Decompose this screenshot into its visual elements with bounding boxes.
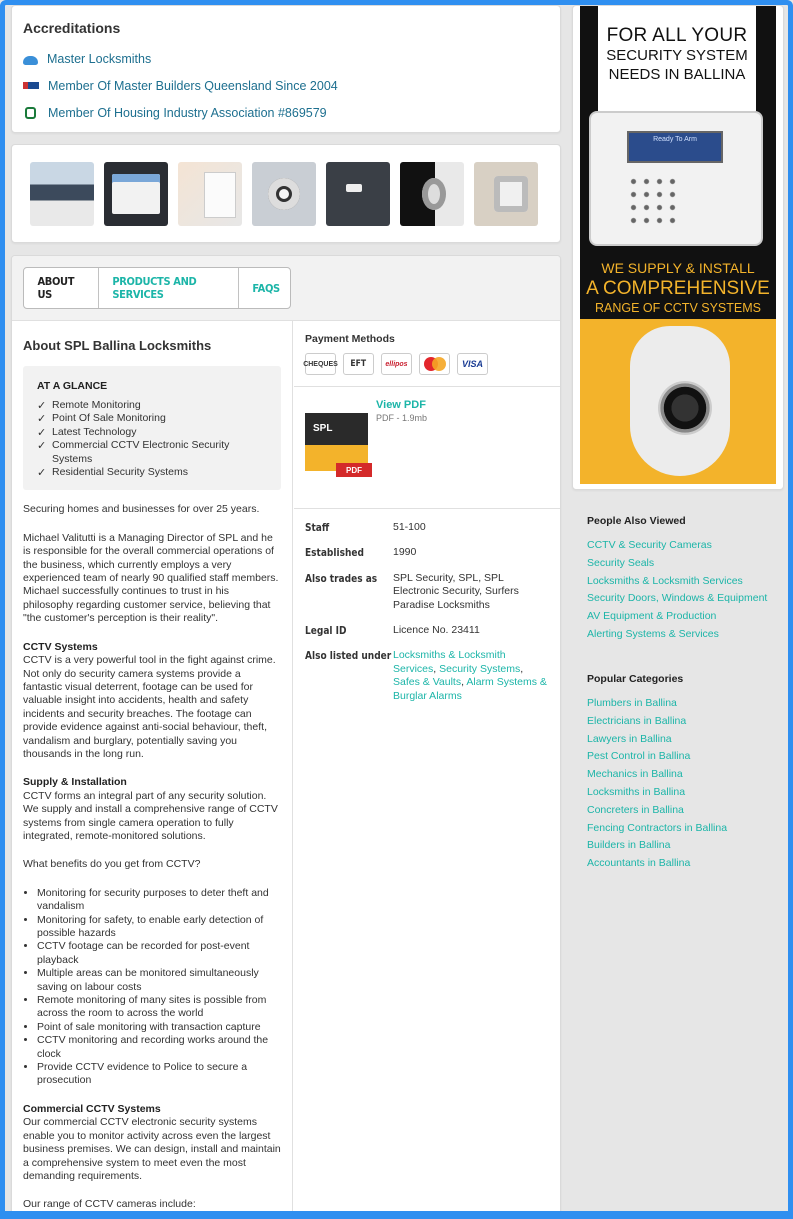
fact-row-trades-as bbox=[305, 572, 551, 612]
spl-logo: SPL bbox=[313, 423, 333, 434]
category-link[interactable]: Lawyers in Ballina bbox=[587, 732, 672, 745]
hia-logo-icon bbox=[25, 107, 36, 119]
keypad-icon bbox=[627, 175, 679, 227]
master-locksmiths-logo-icon bbox=[23, 56, 38, 65]
benefit-item: • CCTV footage can be recorded for post-event playback bbox=[37, 940, 281, 967]
fact-row-also-listed bbox=[305, 649, 551, 703]
ad-subheadline bbox=[580, 258, 776, 316]
commercial-heading: Commercial CCTV Systems bbox=[23, 1102, 161, 1115]
category-link[interactable]: Mechanics in Ballina bbox=[587, 768, 683, 781]
payment-method-label: VISA bbox=[461, 359, 483, 369]
supply-heading: Supply & Installation bbox=[23, 776, 127, 789]
benefit-item: • Monitoring for safety, to enable early detection of possible hazards bbox=[37, 914, 281, 941]
tab-label: PRODUCTS AND SERVICES bbox=[112, 275, 197, 301]
payment-methods-title: Payment Methods bbox=[305, 333, 395, 345]
related-link[interactable]: AV Equipment & Production bbox=[587, 610, 717, 623]
ad-headline-box bbox=[598, 6, 756, 111]
cctv-heading: CCTV Systems bbox=[23, 640, 98, 653]
gallery-thumbnail-wall-camera[interactable] bbox=[326, 162, 390, 226]
glance-item: ✓ Point Of Sale Monitoring bbox=[37, 412, 267, 425]
glance-item: ✓ Latest Technology bbox=[37, 426, 267, 439]
related-link[interactable]: Alerting Systems & Services bbox=[587, 627, 719, 640]
mastercard-icon bbox=[419, 353, 450, 375]
gallery-thumbnail-dome-camera[interactable] bbox=[252, 162, 316, 226]
benefit-item: • Point of sale monitoring with transaction capture bbox=[37, 1021, 281, 1034]
fact-label: Established bbox=[305, 546, 364, 560]
cctv-text: CCTV is a very powerful tool in the fight against crime. Not only do security camera systems provide a fantastic visual deterrent, footage can be used for valuable insight into accidents, health and safety incidents and security breaches. The footage can provide evidence against anti-social behaviour, theft, vandalism and burglary, potentially saving you thousands in the long run. bbox=[23, 654, 276, 760]
ad-line: WE SUPPLY & INSTALL bbox=[601, 260, 755, 276]
supply-section bbox=[23, 776, 281, 843]
photo-gallery bbox=[11, 144, 561, 243]
tab-products-and-services[interactable] bbox=[98, 268, 224, 308]
fact-value: 51-100 bbox=[393, 521, 426, 533]
ad-line: FOR ALL YOUR bbox=[606, 25, 748, 46]
director-paragraph: Michael Valitutti is a Managing Director of SPL and he is responsible for the overall commercial operations of the business, which currently employs a very experienced team of nearly 90 qualified staff members. Michael successfully continues to trust in his philosophy regarding customer service, believing that "the customer's perception is their reality". bbox=[23, 531, 279, 625]
benefit-item: • Provide CCTV evidence to Police to secure a prosecution bbox=[37, 1061, 281, 1088]
fact-label: Also trades as bbox=[305, 571, 378, 585]
at-a-glance-title: AT A GLANCE bbox=[37, 380, 108, 392]
supply-text: CCTV forms an integral part of any security solution. We supply and install a comprehensive range of CCTV systems from single camera operation to fully integrated, remote-monitored solutions. bbox=[23, 789, 278, 842]
gallery-thumbnail-alarm-keypad[interactable] bbox=[104, 162, 168, 226]
tab-label: ABOUT US bbox=[37, 275, 75, 301]
details-column bbox=[294, 321, 561, 727]
category-link[interactable]: Pest Control in Ballina bbox=[587, 750, 691, 763]
camera-lens-icon bbox=[658, 381, 712, 435]
category-link[interactable]: Locksmiths & Locksmith Services bbox=[393, 649, 506, 675]
about-title: About SPL Ballina Locksmiths bbox=[23, 338, 212, 353]
master-builders-logo-icon bbox=[23, 82, 39, 89]
ellipos-icon bbox=[381, 353, 412, 375]
gallery-thumbnail-keypad-finger[interactable] bbox=[178, 162, 242, 226]
popular-categories bbox=[587, 673, 727, 873]
benefits-list bbox=[23, 887, 281, 1088]
ad-line: NEEDS IN BALLINA bbox=[608, 66, 746, 83]
tab-group bbox=[23, 267, 291, 309]
pdf-badge-label: PDF bbox=[346, 465, 362, 475]
related-link[interactable]: CCTV & Security Cameras bbox=[587, 539, 712, 551]
glance-item: ✓ Commercial CCTV Electronic Security Systems bbox=[37, 439, 267, 466]
accreditation-link[interactable]: Master Locksmiths bbox=[47, 51, 152, 66]
fact-row-legal-id bbox=[305, 624, 551, 637]
accreditation-link[interactable]: Member Of Housing Industry Association #869579 bbox=[48, 105, 327, 120]
category-link[interactable]: Fencing Contractors in Ballina bbox=[587, 821, 728, 834]
category-link[interactable]: Alarm Systems & Burglar Alarms bbox=[393, 676, 547, 702]
payment-method-label: ellipos bbox=[385, 360, 408, 368]
fact-label: Also listed under bbox=[305, 649, 392, 663]
category-link[interactable]: Safes & Vaults bbox=[393, 676, 462, 689]
category-link[interactable]: Electricians in Ballina bbox=[587, 714, 687, 727]
alarm-screen bbox=[627, 131, 723, 163]
people-also-viewed bbox=[587, 515, 767, 644]
payment-icons bbox=[305, 353, 551, 375]
tab-label: FAQS bbox=[252, 281, 280, 295]
category-link[interactable]: Plumbers in Ballina bbox=[587, 697, 677, 709]
category-link[interactable]: Security Systems bbox=[439, 662, 521, 675]
window-frame-bottom bbox=[0, 1211, 793, 1219]
benefits-question: What benefits do you get from CCTV? bbox=[23, 858, 201, 871]
category-link[interactable]: Accountants in Ballina bbox=[587, 857, 691, 870]
gallery-thumbnail-bullet-camera[interactable] bbox=[400, 162, 464, 226]
related-link[interactable]: Locksmiths & Locksmith Services bbox=[587, 574, 743, 587]
glance-item: ✓ Remote Monitoring bbox=[37, 399, 267, 412]
cheques-icon bbox=[305, 353, 336, 375]
at-a-glance-list bbox=[37, 399, 267, 479]
fact-value: SPL Security, SPL, SPL Electronic Security, Surfers Paradise Locksmiths bbox=[393, 571, 519, 611]
fact-row-established bbox=[305, 546, 551, 559]
pdf-brochure bbox=[294, 387, 561, 509]
related-link[interactable]: Security Seals bbox=[587, 556, 655, 569]
tab-about-us[interactable] bbox=[24, 268, 91, 308]
advertisement-banner[interactable] bbox=[572, 5, 784, 490]
gallery-thumbnail-camera-install[interactable] bbox=[474, 162, 538, 226]
fact-row-staff bbox=[305, 521, 551, 534]
ad-line: SECURITY SYSTEM bbox=[606, 47, 748, 64]
business-details-panel bbox=[11, 255, 561, 1215]
ad-line: A COMPREHENSIVE bbox=[586, 278, 770, 299]
payment-method-label: EFT bbox=[350, 359, 367, 369]
cctv-section bbox=[23, 641, 281, 762]
range-text: Our range of CCTV cameras include: bbox=[23, 1198, 196, 1211]
payment-method-label: CHEQUES bbox=[303, 360, 338, 368]
at-a-glance-box bbox=[23, 366, 281, 490]
fact-label: Staff bbox=[305, 521, 330, 534]
alarm-screen-text: Ready To Arm bbox=[653, 136, 697, 143]
fact-label: Legal ID bbox=[305, 624, 347, 638]
benefit-item: • CCTV monitoring and recording works around the clock bbox=[37, 1034, 281, 1061]
payment-methods bbox=[294, 321, 561, 387]
intro-text: Securing homes and businesses for over 25 years. bbox=[23, 503, 260, 516]
pdf-size: PDF - 1.9mb bbox=[376, 413, 428, 423]
accreditation-link[interactable]: Member Of Master Builders Queensland Since 2004 bbox=[48, 78, 338, 93]
accreditations-card bbox=[11, 5, 561, 133]
eft-icon bbox=[343, 353, 374, 375]
ad-image bbox=[580, 6, 776, 484]
accreditation-item[interactable] bbox=[23, 72, 549, 99]
category-link[interactable]: Concreters in Ballina bbox=[587, 803, 684, 816]
category-link[interactable]: Builders in Ballina bbox=[587, 839, 671, 852]
tab-faqs[interactable] bbox=[238, 268, 285, 308]
benefit-item: • Remote monitoring of many sites is possible from across the room to across the world bbox=[37, 994, 281, 1021]
also-listed-links: Locksmiths & Locksmith Services, Security Systems, Safes & Vaults, Alarm Systems & Burglar Alarms bbox=[393, 649, 547, 702]
about-column bbox=[12, 321, 293, 1215]
gallery-thumbnail-staff[interactable] bbox=[30, 162, 94, 226]
related-link[interactable]: Security Doors, Windows & Equipment bbox=[587, 592, 768, 605]
view-pdf-link[interactable]: View PDF bbox=[376, 399, 426, 411]
accreditations-title: Accreditations bbox=[23, 20, 121, 36]
about-body bbox=[23, 503, 281, 1211]
business-facts bbox=[294, 509, 561, 727]
glance-item: ✓ Residential Security Systems bbox=[37, 466, 267, 479]
popular-categories-title: Popular Categories bbox=[587, 673, 684, 685]
commercial-text: Our commercial CCTV electronic security systems enable you to monitor activity across even the largest business premises. We can design, install and maintain a comprehensive system to meet even the most demanding requirements. bbox=[23, 1116, 281, 1182]
category-link[interactable]: Locksmiths in Ballina bbox=[587, 785, 686, 798]
visa-icon bbox=[457, 353, 488, 375]
accreditation-item[interactable] bbox=[23, 45, 549, 72]
alarm-panel-illustration bbox=[589, 111, 763, 246]
tabs-bar bbox=[12, 256, 560, 321]
ad-line: RANGE OF CCTV SYSTEMS bbox=[595, 301, 761, 315]
people-also-viewed-title: People Also Viewed bbox=[587, 515, 686, 527]
commercial-section bbox=[23, 1103, 281, 1183]
benefit-item: • Monitoring for security purposes to deter theft and vandalism bbox=[37, 887, 281, 914]
fact-value: Licence No. 23411 bbox=[393, 624, 480, 637]
accreditation-item[interactable] bbox=[23, 99, 549, 126]
pdf-file-icon bbox=[336, 463, 372, 477]
fact-value: 1990 bbox=[393, 546, 417, 559]
benefit-item: • Multiple areas can be monitored simultaneously saving on labour costs bbox=[37, 967, 281, 994]
